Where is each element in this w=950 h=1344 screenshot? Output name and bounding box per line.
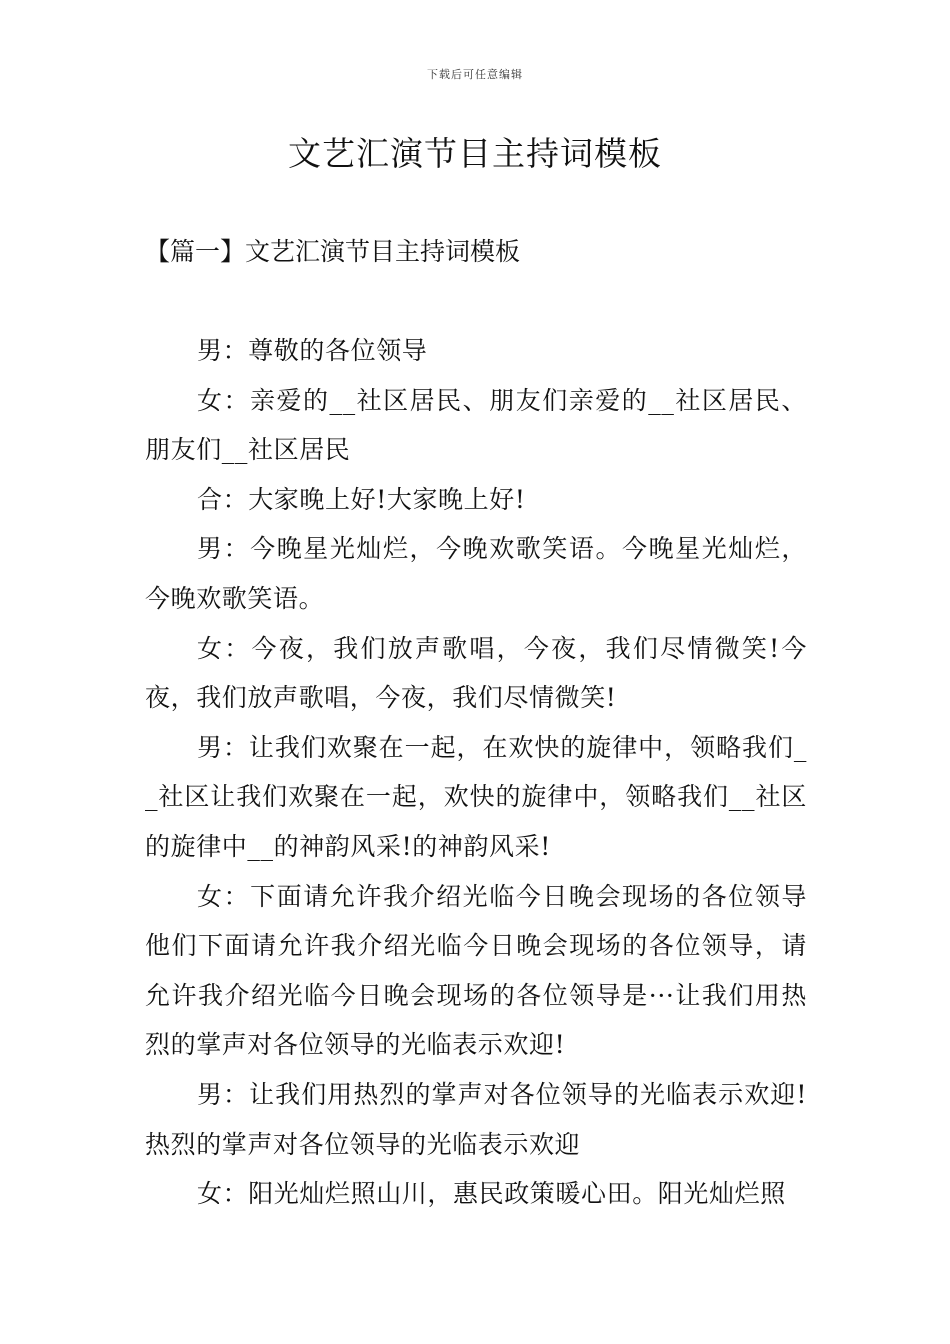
paragraph: 男：今晚星光灿烂，今晚欢歌笑语。今晚星光灿烂，今晚欢歌笑语。 bbox=[145, 534, 807, 613]
paragraph: 女：亲爱的__社区居民、朋友们亲爱的__社区居民、朋友们__社区居民 bbox=[145, 385, 807, 465]
document-title: 文艺汇演节目主持词模板 bbox=[288, 134, 662, 173]
header-note: 下载后可任意编辑 bbox=[427, 68, 523, 81]
paragraph: 男：让我们欢聚在一起，在欢快的旋律中，领略我们__社区让我们欢聚在一起，欢快的旋律中，领略我们__社区的旋律中__的神韵风采!的神韵风采! bbox=[145, 732, 807, 861]
paragraph: 男：让我们用热烈的掌声对各位领导的光临表示欢迎!热烈的掌声对各位领导的光临表示欢迎 bbox=[145, 1079, 807, 1159]
paragraph: 合：大家晚上好!大家晚上好! bbox=[197, 484, 526, 514]
paragraph: 女：下面请允许我介绍光临今日晚会现场的各位领导他们下面请允许我介绍光临今日晚会现场的各位领导，请允许我介绍光临今日晚会现场的各位领导是···让我们用热烈的掌声对各位领导的光临表示欢迎! bbox=[145, 881, 807, 1060]
paragraph: 女：阳光灿烂照山川，惠民政策暖心田。阳光灿烂照 bbox=[197, 1179, 786, 1209]
body-text bbox=[145, 326, 807, 1219]
paragraph: 女：今夜，我们放声歌唱，今夜，我们尽情微笑!今夜，我们放声歌唱，今夜，我们尽情微笑! bbox=[145, 633, 807, 713]
paragraph: 男：尊敬的各位领导 bbox=[197, 336, 428, 365]
section-heading: 【篇一】文艺汇演节目主持词模板 bbox=[145, 237, 521, 266]
